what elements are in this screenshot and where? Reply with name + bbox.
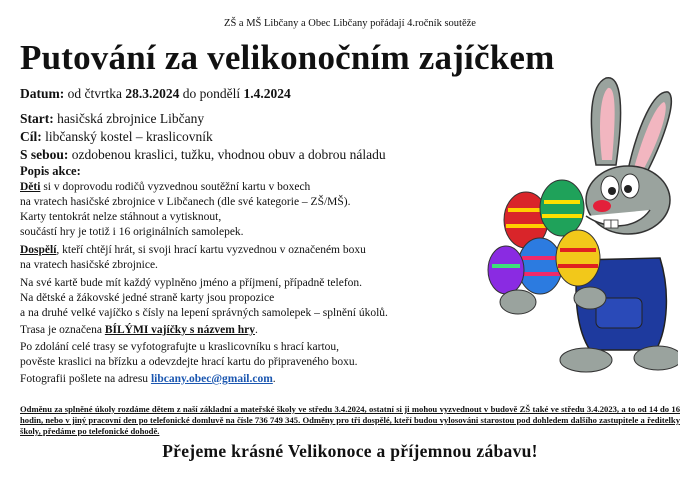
description-label: Popis akce: [20,164,81,178]
date-from: 28.3.2024 [125,86,180,101]
card-info-line: Na své kartě bude mít každý vyplněno jméno a příjmení, případně telefon. [20,277,363,289]
goal-line [20,129,213,145]
route-post: . [254,324,258,336]
date-label: Datum: [20,86,65,101]
email-link[interactable]: libcany.obec@gmail.com [150,373,273,385]
goal-label: Cíl: [20,129,42,144]
kids-line-1 [20,181,310,193]
adults-line-1 [20,244,366,256]
kids-text-1: si v doprovodu rodičů vyzvednou soutěžní kartu v boxech [40,181,311,193]
hang-egg-line: pověste kraslici na břízku a odevzdejte hrací kartu do připraveného boxu. [20,356,358,368]
date-text: od čtvrtka [64,86,126,101]
route-pre: Trasa je označena [20,324,105,336]
start-value: hasičská zbrojnice Libčany [53,111,205,126]
date-mid: do pondělí [179,86,244,101]
bring-line [20,147,386,163]
reward-notice: Odměnu za splněné úkoly rozdáme dětem z naší základní a mateřské školy ve středu 3.4.2024, ostatní si ji mohou vyzvednout v budově ZŠ také ve středu 3.4.2023, a to od 14 do 16 hodin, nebo v jiný pracovní den po telefonické domluvě na čísle 736 749 345. Odměny pro tři dospělé, kteří budou vylosováni starostou pod dohledem dalšího zastupitele a ředitelky školy, předáme po telefonické dohodě. [20,404,680,436]
adults-text-1: , kteří chtějí hrát, si svoji hrací kartu vyzvednou v označeném boxu [56,244,366,256]
adults-line-2: na vratech hasičské zbrojnice. [20,259,158,271]
adults-label: Dospělí [20,244,57,256]
bring-label: S sebou: [20,147,69,162]
date-line [20,86,291,102]
route-line [20,324,258,336]
photo-instruction-line: Po zdolání celé trasy se vyfotografujte u kraslicovníku s hrací kartou, [20,341,340,353]
easter-bunny-illustration [478,70,678,390]
easter-wish: Přejeme krásné Velikonoce a příjemnou zábavu! [162,441,538,461]
card-propositions-line: Na dětské a žákovské jedné straně karty jsou propozice [20,292,275,304]
start-line [20,111,204,127]
photo-email-post: . [272,373,276,385]
kids-label: Děti [20,181,41,193]
card-egg-line: a na druhé velké vajíčko s čísly na lepení správných samolepek – splnění úkolů. [20,307,388,319]
start-label: Start: [20,111,54,126]
bring-value: ozdobenou kraslici, tužku, vhodnou obuv a dobrou náladu [68,147,386,162]
route-marking: BÍLÝMI vajíčky s názvem hry [104,324,255,336]
page-title: Putování za velikonočním zajíčkem [20,38,555,77]
kids-line-2: na vratech hasičské zbrojnice v Libčanech (dle své kategorie – ZŠ/MŠ). [20,196,351,208]
kids-line-4: součástí hry je totiž i 16 originálních samolepek. [20,226,244,238]
date-to: 1.4.2024 [243,86,291,101]
photo-email-line [20,373,276,385]
kids-line-3: Karty tentokrát nelze stáhnout a vytisknout, [20,211,222,223]
goal-value: libčanský kostel – kraslicovník [41,129,213,144]
photo-email-pre: Fotografii pošlete na adresu [20,373,151,385]
organizers-line: ZŠ a MŠ Libčany a Obec Libčany pořádají 4.ročník soutěže [224,18,476,29]
